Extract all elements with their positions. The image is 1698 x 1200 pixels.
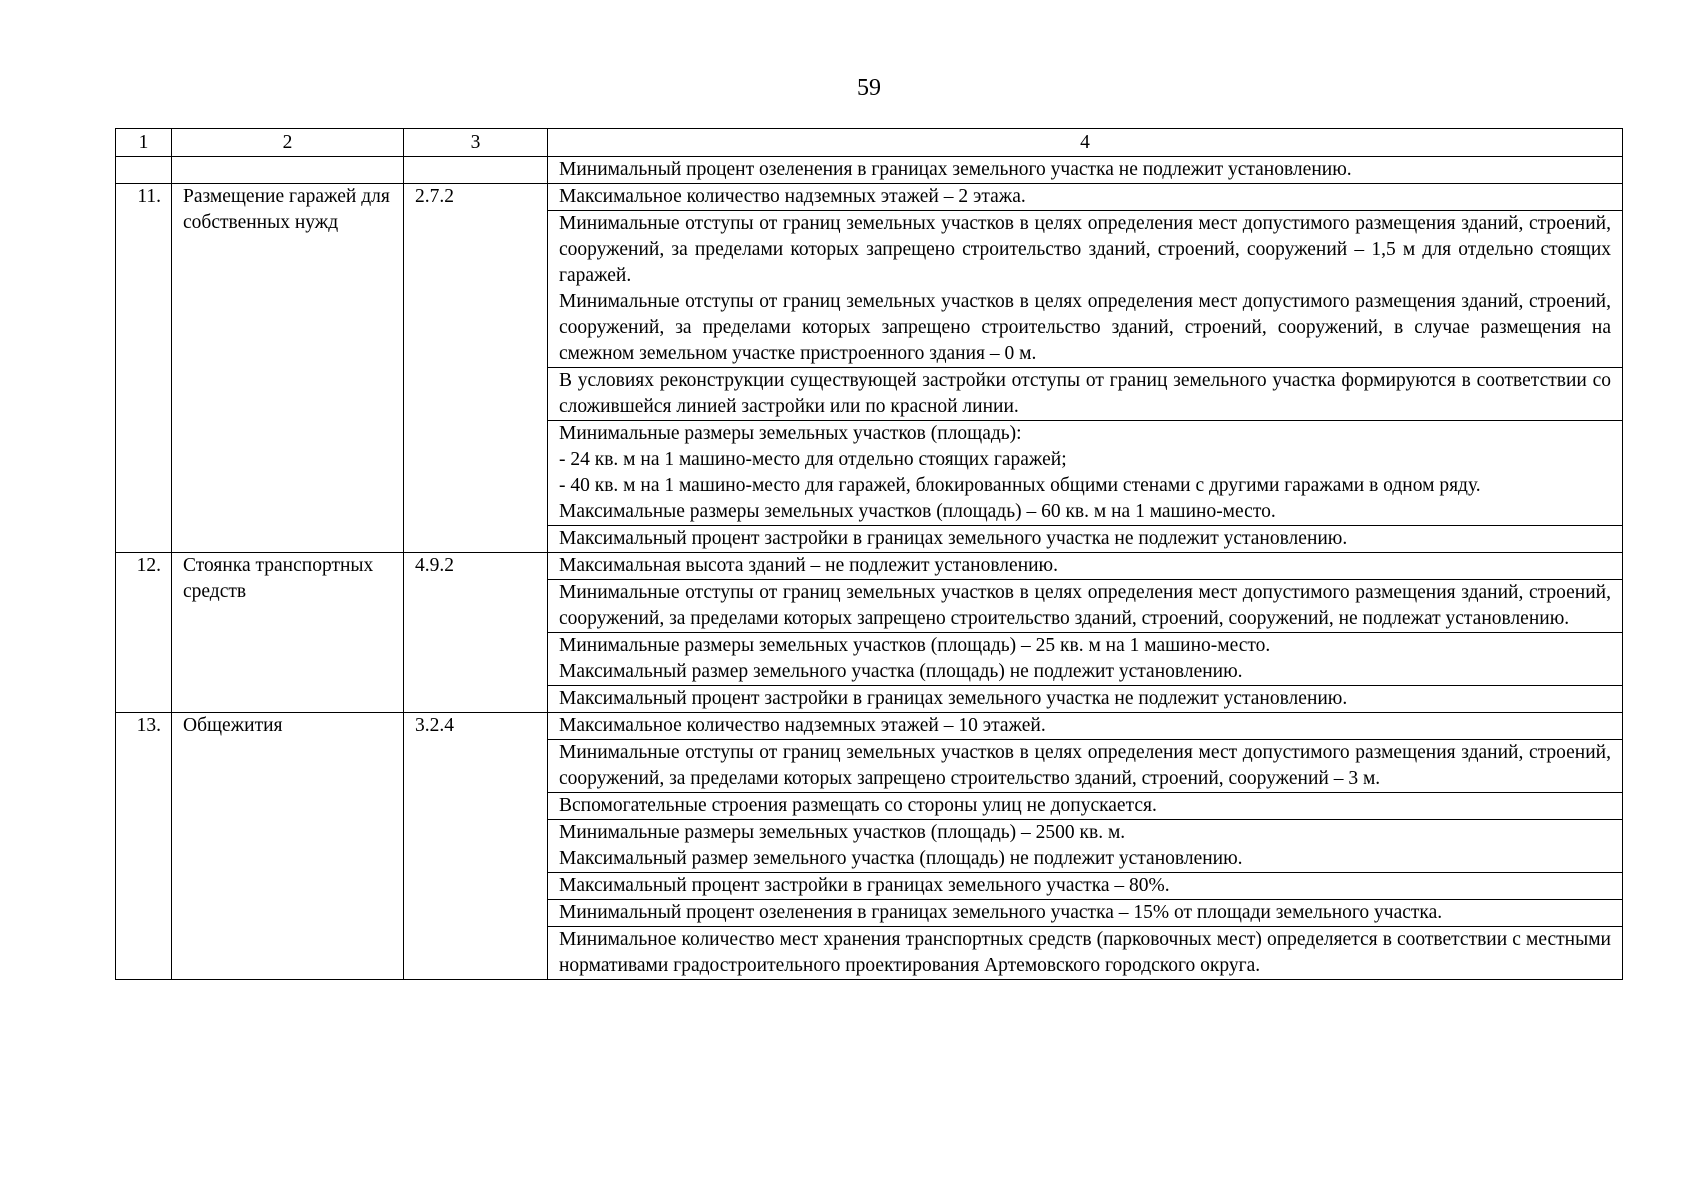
- empty-cell: [116, 157, 172, 184]
- column-header-1: 1: [116, 129, 172, 157]
- column-header-4: 4: [548, 129, 1623, 157]
- requirement-cell: [548, 686, 1623, 713]
- requirement-text: Минимальные отступы от границ земельных участков в целях определения мест допустимого размещения зданий, строений, сооружений, за пределами которых запрещено строительство зданий, строений, сооружений, в случае размещения на смежном земельном участке пристроенного здания – 0 м.: [559, 291, 1611, 364]
- requirement-text: Минимальные отступы от границ земельных участков в целях определения мест допустимого размещения зданий, строений, сооружений, за пределами которых запрещено строительство зданий, строений, сооружений – 3 м.: [559, 742, 1611, 789]
- use-type-code: 2.7.2: [404, 184, 548, 553]
- requirement-text: Минимальные размеры земельных участков (площадь) – 25 кв. м на 1 машино-место.: [559, 635, 1271, 656]
- requirement-cell: Минимальный процент озеленения в границах земельного участка не подлежит установлению.: [548, 157, 1623, 184]
- use-type-code: 4.9.2: [404, 553, 548, 713]
- requirement-cell: [548, 526, 1623, 553]
- requirement-cell: [548, 793, 1623, 820]
- table-row: [116, 184, 1623, 211]
- requirement-text: Максимальное количество надземных этажей – 10 этажей.: [559, 715, 1046, 736]
- requirement-cell: [548, 740, 1623, 793]
- requirement-cell: [548, 873, 1623, 900]
- table-row: [116, 713, 1623, 740]
- requirement-cell: [548, 553, 1623, 580]
- requirement-text: Минимальный процент озеленения в границах земельного участка – 15% от площади земельного участка.: [559, 902, 1443, 923]
- requirement-text: - 24 кв. м на 1 машино-место для отдельно стоящих гаражей;: [559, 449, 1067, 470]
- requirement-text: Минимальные отступы от границ земельных участков в целях определения мест допустимого размещения зданий, строений, сооружений, за пределами которых запрещено строительство зданий, строений, сооружений, не подлежат установлению.: [559, 582, 1611, 629]
- requirement-text: Максимальный процент застройки в границах земельного участка не подлежит установлению.: [559, 528, 1348, 549]
- table-body: [116, 129, 1623, 980]
- requirement-text: Максимальный процент застройки в границах земельного участка не подлежит установлению.: [559, 688, 1348, 709]
- requirement-cell: [548, 184, 1623, 211]
- row-number: 11.: [116, 184, 172, 553]
- requirement-text: Максимальный размер земельного участка (площадь) не подлежит установлению.: [559, 848, 1243, 869]
- zoning-regulations-table: [115, 128, 1623, 980]
- row-number: 12.: [116, 553, 172, 713]
- requirement-text: Вспомогательные строения размещать со стороны улиц не допускается.: [559, 795, 1157, 816]
- requirement-cell: [548, 368, 1623, 421]
- column-header-2: 2: [172, 129, 404, 157]
- requirement-cell: [548, 713, 1623, 740]
- use-type-code: 3.2.4: [404, 713, 548, 980]
- requirement-cell: [548, 580, 1623, 633]
- use-type-name: Размещение гаражей для собственных нужд: [172, 184, 404, 553]
- requirement-text: Минимальные размеры земельных участков (площадь):: [559, 423, 1022, 444]
- page-number: 59: [857, 75, 881, 101]
- requirement-text: Максимальный процент застройки в границах земельного участка – 80%.: [559, 875, 1170, 896]
- requirement-text: Минимальное количество мест хранения транспортных средств (парковочных мест) определяется в соответствии с местными нормативами градостроительного проектирования Артемовского городского округа.: [559, 929, 1611, 976]
- continuation-row: [116, 157, 1623, 184]
- use-type-name: Стоянка транспортных средств: [172, 553, 404, 713]
- header-row: [116, 129, 1623, 157]
- table-row: [116, 553, 1623, 580]
- empty-cell: [404, 157, 548, 184]
- requirement-text: Минимальные отступы от границ земельных участков в целях определения мест допустимого размещения зданий, строений, сооружений, за пределами которых запрещено строительство зданий, строений, сооружений – 1,5 м для отдельно стоящих гаражей.: [559, 213, 1611, 286]
- requirement-cell: [548, 927, 1623, 980]
- requirement-cell: [548, 633, 1623, 686]
- empty-cell: [172, 157, 404, 184]
- requirement-text: Максимальный размер земельного участка (площадь) не подлежит установлению.: [559, 661, 1243, 682]
- requirement-cell: [548, 900, 1623, 927]
- row-number: 13.: [116, 713, 172, 980]
- requirement-cell: [548, 211, 1623, 368]
- requirement-text: Максимальное количество надземных этажей – 2 этажа.: [559, 186, 1026, 207]
- requirement-cell: [548, 820, 1623, 873]
- requirement-cell: [548, 421, 1623, 526]
- use-type-name: Общежития: [172, 713, 404, 980]
- requirement-text: В условиях реконструкции существующей застройки отступы от границ земельного участка формируются в соответствии со сложившейся линией застройки или по красной линии.: [559, 370, 1611, 417]
- requirement-text: Максимальные размеры земельных участков (площадь) – 60 кв. м на 1 машино-место.: [559, 501, 1276, 522]
- requirement-text: - 40 кв. м на 1 машино-место для гаражей, блокированных общими стенами с другими гаражами в одном ряду.: [559, 475, 1481, 496]
- requirement-text: Максимальная высота зданий – не подлежит установлению.: [559, 555, 1059, 576]
- column-header-3: 3: [404, 129, 548, 157]
- requirement-text: Минимальные размеры земельных участков (площадь) – 2500 кв. м.: [559, 822, 1126, 843]
